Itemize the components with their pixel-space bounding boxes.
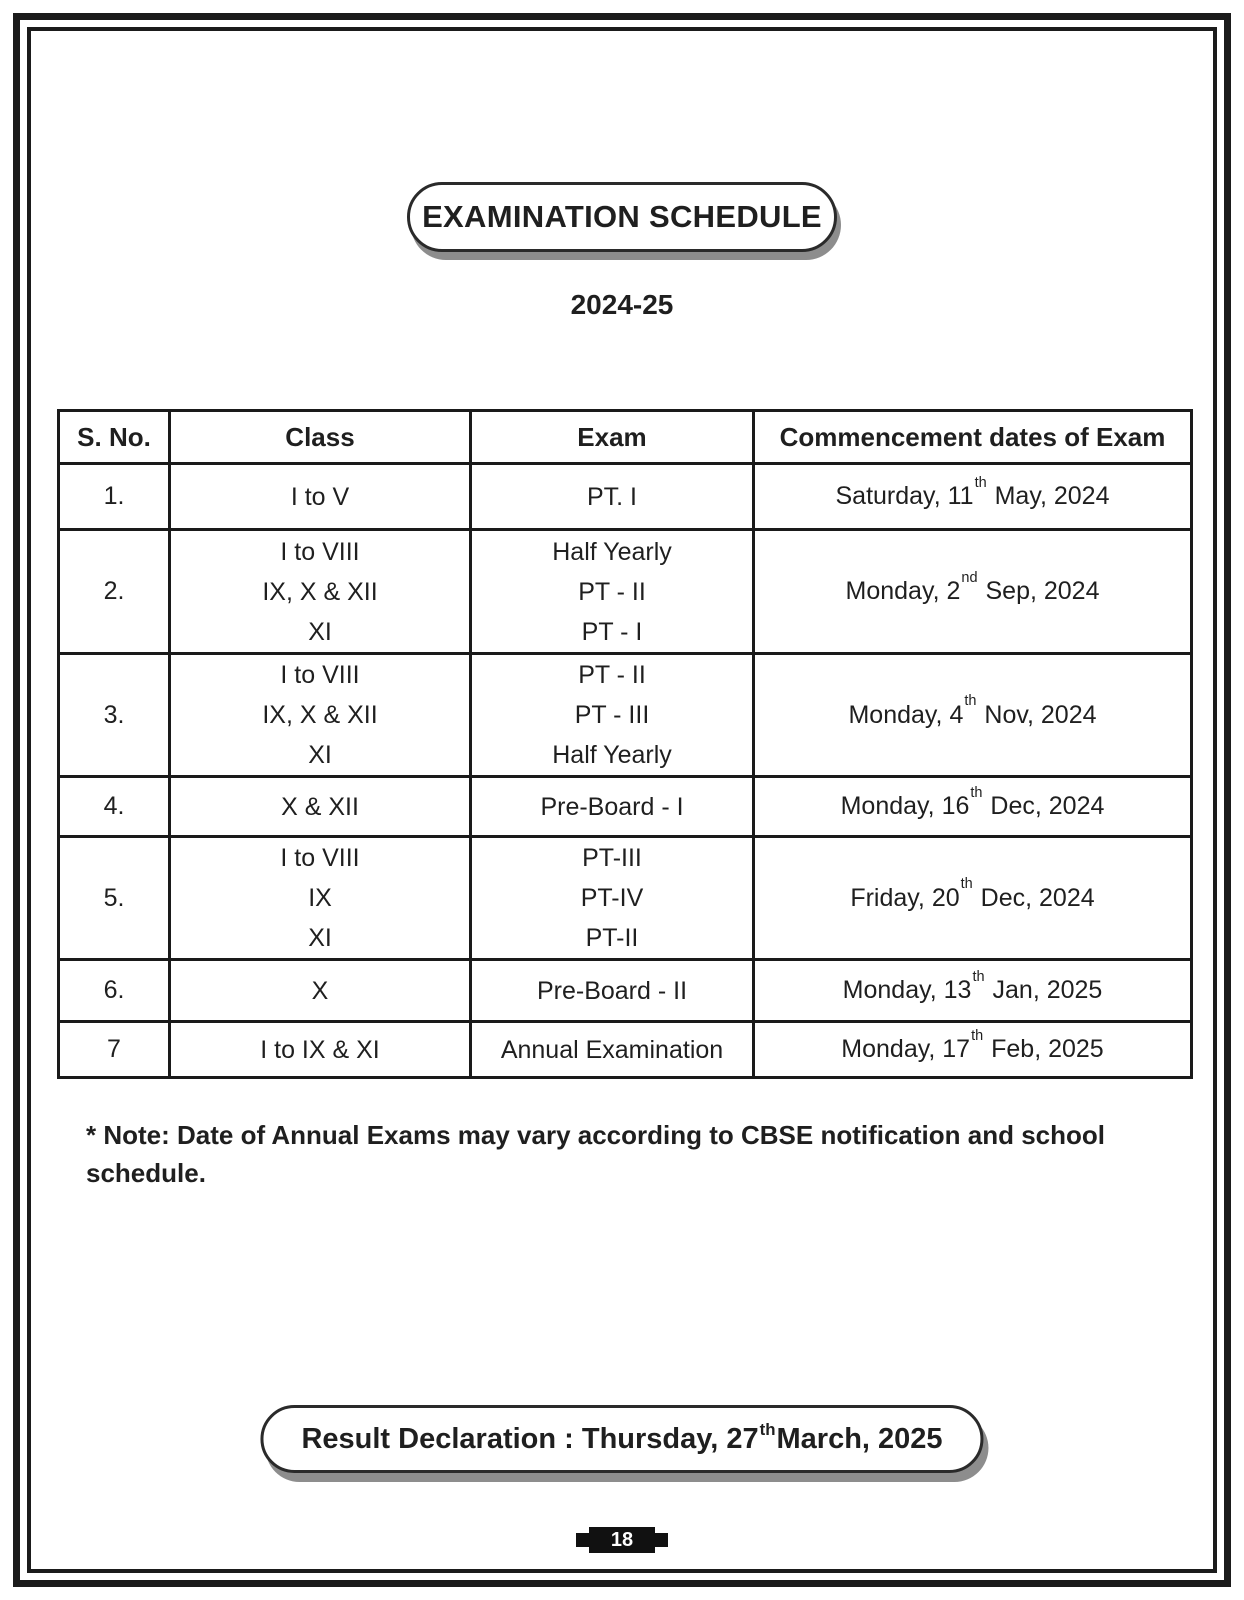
header-class: Class (170, 411, 471, 464)
exam-line: PT - III (574, 701, 650, 729)
cell-exam (471, 777, 754, 837)
date-prefix: Monday, 16 (840, 792, 970, 820)
cell-date (754, 654, 1192, 777)
cell-date (754, 530, 1192, 654)
result-ordinal: th (759, 1419, 776, 1439)
cell-date (754, 1022, 1192, 1078)
class-line: IX, X & XII (262, 577, 378, 606)
exam-schedule-table (57, 409, 1193, 1079)
cell-exam (471, 530, 754, 654)
exam-line: Pre-Board - II (536, 976, 688, 1005)
result-text-suffix: March, 2025 (776, 1422, 943, 1455)
cell-class (170, 777, 471, 837)
note-line: schedule. (86, 1158, 206, 1188)
table-row (59, 654, 1192, 777)
result-text-prefix: Result Declaration : Thursday, 27 (301, 1422, 759, 1455)
exam-line: PT - II (578, 661, 646, 689)
date-ordinal: th (964, 693, 977, 710)
table-row (59, 464, 1192, 530)
header-exam: Exam (471, 411, 754, 464)
cell-class (170, 837, 471, 960)
cell-exam (471, 837, 754, 960)
date-suffix: Sep, 2024 (978, 577, 1100, 605)
exam-line: PT-IV (580, 884, 644, 912)
table-row (59, 1022, 1192, 1078)
table-row (59, 960, 1192, 1022)
date-suffix: Dec, 2024 (983, 792, 1105, 820)
exam-line: Annual Examination (500, 1035, 724, 1064)
cell-sno: 4. (59, 777, 170, 837)
cell-sno: 7 (59, 1022, 170, 1078)
class-line: X (311, 976, 329, 1005)
result-banner (260, 1405, 983, 1473)
session-year: 2024-25 (570, 289, 674, 320)
date-ordinal: nd (961, 569, 978, 586)
table-row (59, 530, 1192, 654)
cell-date (754, 464, 1192, 530)
cell-sno: 1. (59, 464, 170, 530)
cell-class (170, 464, 471, 530)
cell-sno: 6. (59, 960, 170, 1022)
title-banner (407, 182, 837, 252)
class-line: XI (308, 617, 332, 646)
page-number: 18 (610, 1528, 634, 1551)
date-suffix: Nov, 2024 (977, 700, 1097, 729)
class-line: XI (308, 741, 332, 769)
date-ordinal: th (972, 968, 985, 985)
cell-class (170, 1022, 471, 1078)
class-line: I to VIII (280, 661, 360, 689)
date-prefix: Monday, 2 (845, 577, 961, 605)
date-prefix: Monday, 17 (841, 1035, 971, 1063)
cell-class (170, 530, 471, 654)
exam-line: PT-III (582, 844, 642, 872)
class-line: XI (308, 924, 332, 952)
date-prefix: Monday, 13 (842, 976, 972, 1004)
date-prefix: Saturday, 11 (835, 482, 974, 510)
exam-line: PT-II (585, 924, 639, 952)
page-number-badge (589, 1527, 655, 1553)
note-line: * Note: Date of Annual Exams may vary according to CBSE notification and school (86, 1120, 1106, 1150)
class-line: I to IX & XI (260, 1035, 380, 1064)
table-row (59, 837, 1192, 960)
exam-line: Pre-Board - I (540, 792, 684, 821)
exam-line: Half Yearly (552, 741, 672, 769)
date-ordinal: th (971, 1027, 984, 1044)
cell-exam (471, 464, 754, 530)
date-suffix: Feb, 2025 (984, 1035, 1104, 1063)
header-dates: Commencement dates of Exam (754, 411, 1192, 464)
exam-line: PT - I (581, 617, 643, 646)
exam-line: PT - II (578, 577, 646, 606)
cell-class (170, 654, 471, 777)
class-line: I to VIII (280, 844, 360, 872)
cell-date (754, 777, 1192, 837)
cell-exam (471, 960, 754, 1022)
date-suffix: Dec, 2024 (973, 883, 1095, 912)
class-line: IX (308, 884, 332, 912)
cell-sno: 2. (59, 530, 170, 654)
cell-exam (471, 654, 754, 777)
class-line: I to V (290, 482, 350, 511)
note-text (86, 1116, 1166, 1192)
cell-date (754, 837, 1192, 960)
class-line: I to VIII (280, 537, 360, 566)
cell-date (754, 960, 1192, 1022)
cell-class (170, 960, 471, 1022)
date-prefix: Friday, 20 (850, 883, 960, 912)
date-suffix: May, 2024 (987, 482, 1110, 510)
date-prefix: Monday, 4 (848, 700, 964, 729)
cell-exam (471, 1022, 754, 1078)
table-row (59, 777, 1192, 837)
class-line: IX, X & XII (262, 701, 378, 729)
class-line: X & XII (281, 792, 359, 821)
cell-sno: 5. (59, 837, 170, 960)
header-sno: S. No. (59, 411, 170, 464)
page-title: EXAMINATION SCHEDULE (422, 199, 822, 234)
exam-line: Half Yearly (552, 537, 672, 566)
exam-line: PT. I (586, 482, 637, 511)
date-suffix: Jan, 2025 (985, 976, 1103, 1004)
table-header-row (59, 411, 1192, 464)
cell-sno: 3. (59, 654, 170, 777)
date-ordinal: th (970, 784, 983, 801)
date-ordinal: th (960, 876, 973, 893)
date-ordinal: th (974, 474, 987, 491)
